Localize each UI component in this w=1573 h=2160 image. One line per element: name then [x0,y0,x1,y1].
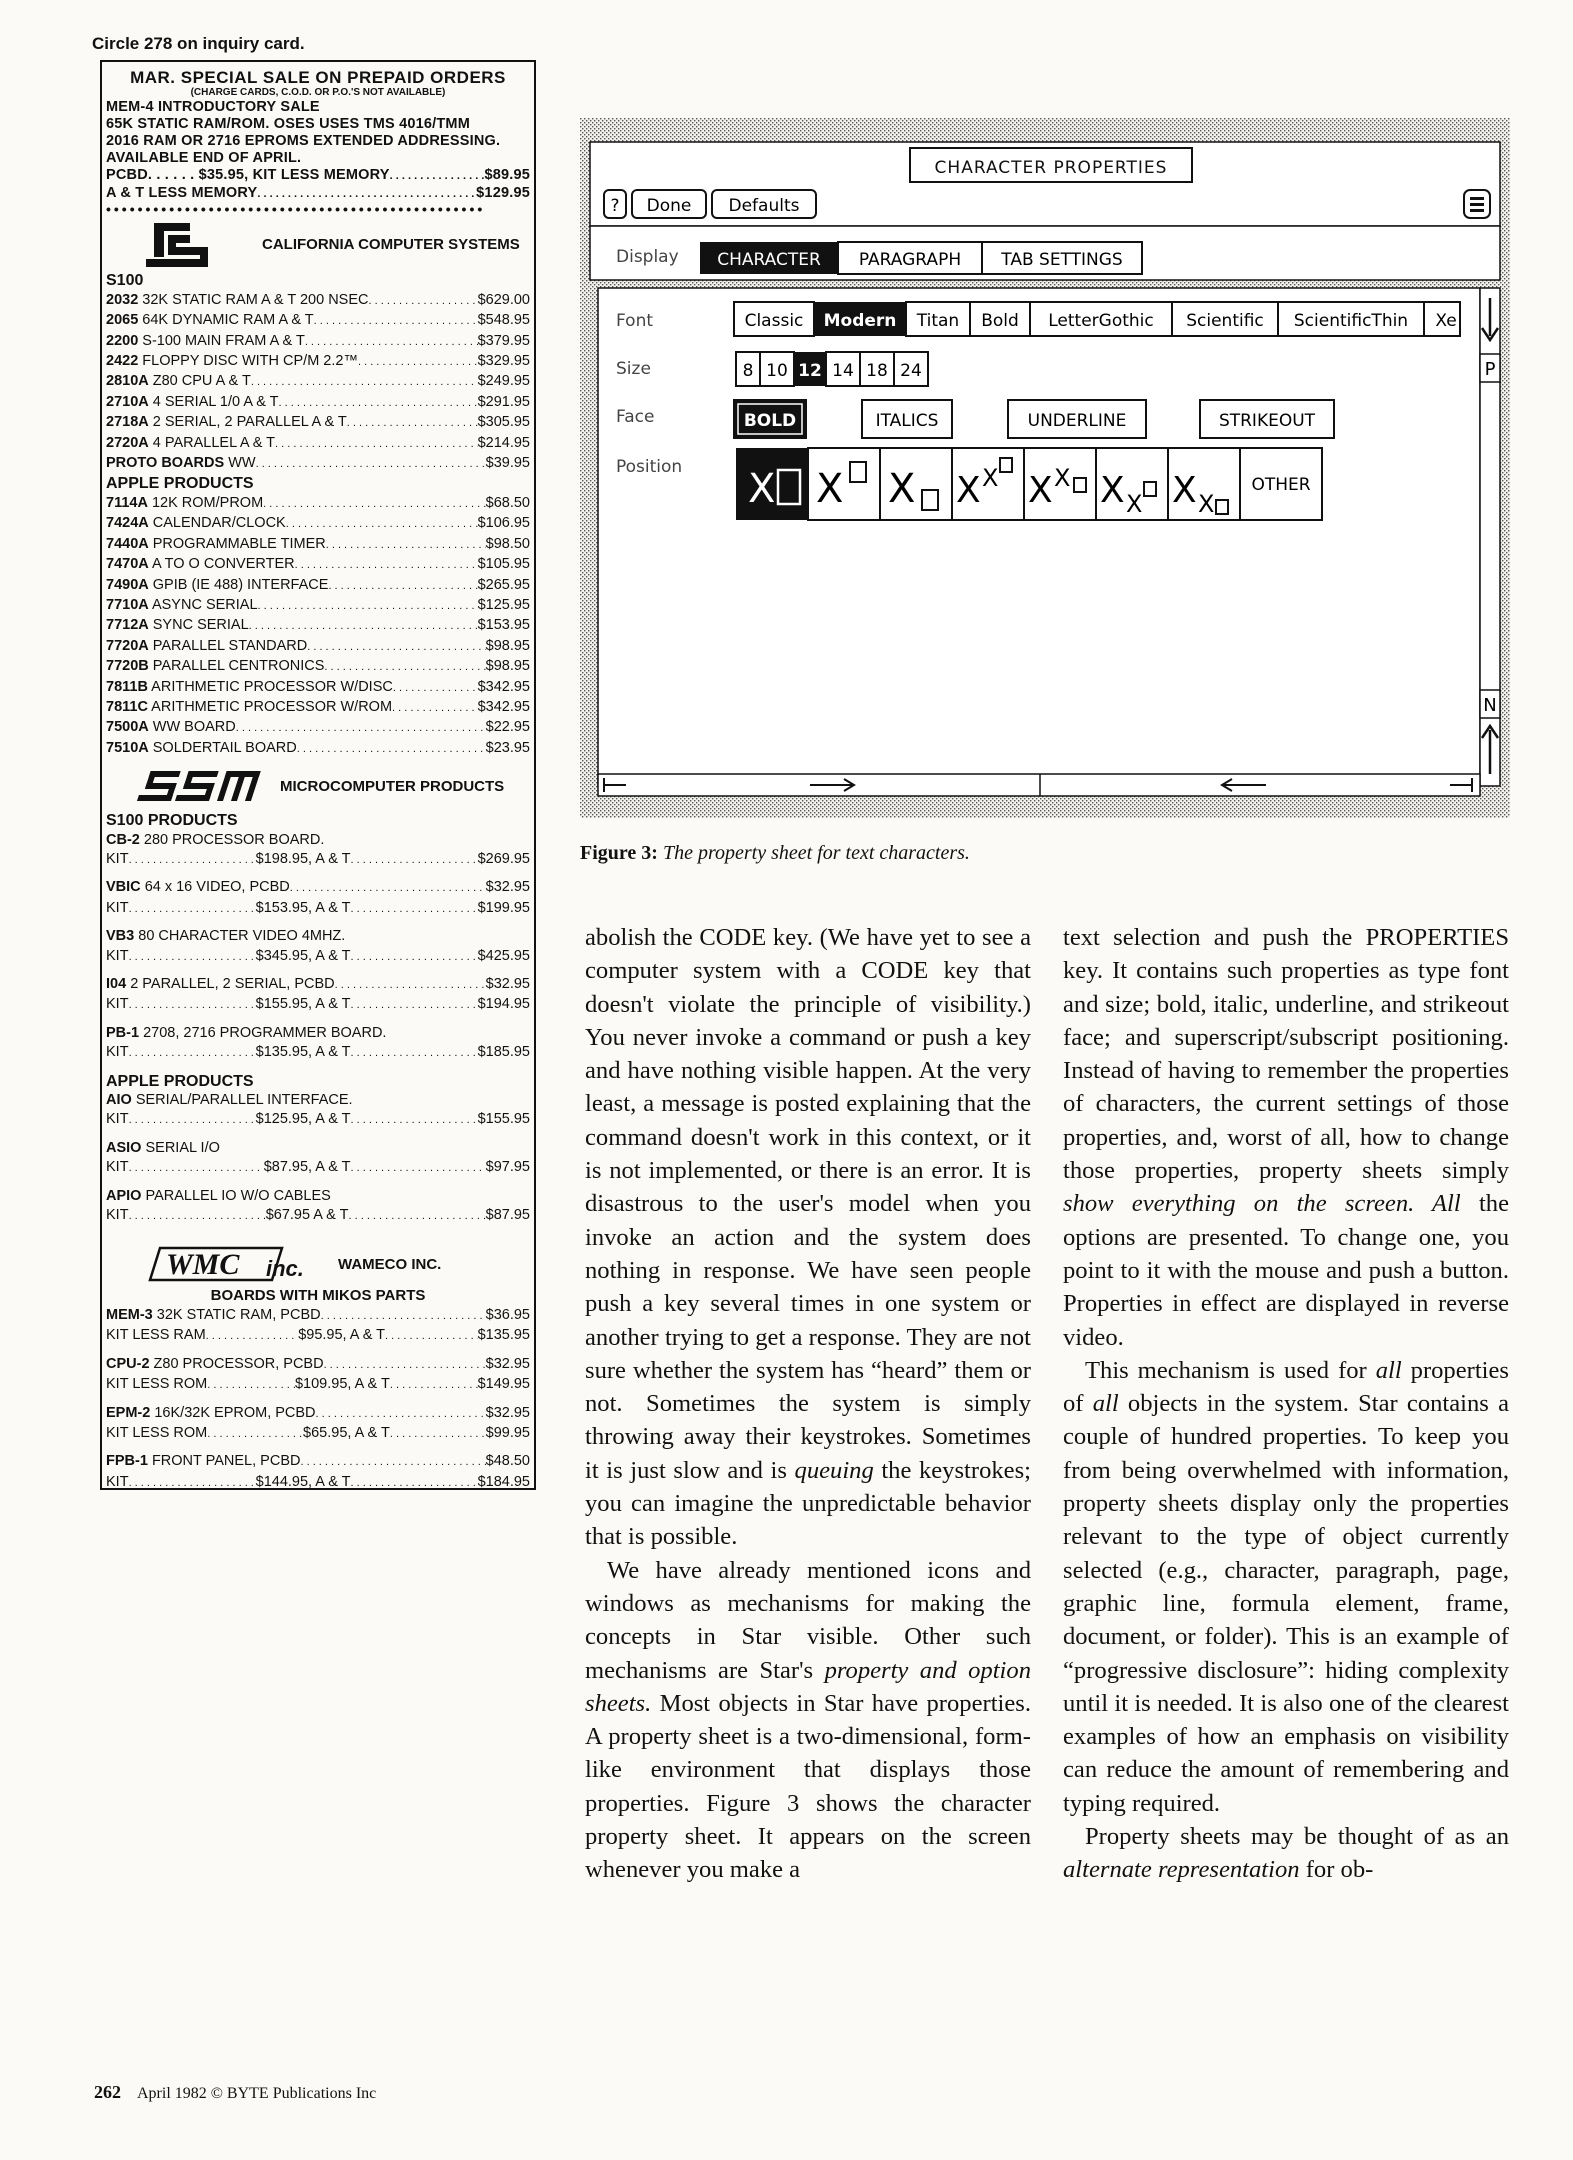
face-label: Face [616,407,655,427]
position-sub-super[interactable] [1096,448,1168,520]
sale-subheading: (CHARGE CARDS, C.O.D. OR P.O.'S NOT AVAILABLE) [190,87,446,99]
svg-text:X: X [1126,490,1143,518]
wmc-list [106,1306,530,1490]
price-row: 2718A 2 SERIAL, 2 PARALLEL A & T . . . $305.95 [106,413,530,433]
price-row: 7440A PROGRAMMABLE TIMER . . . $98.50 [106,535,530,555]
property-sheet-figure [580,118,1510,818]
svg-text:12: 12 [798,361,822,381]
price-row: 2710A 4 SERIAL 1/0 A & T . . . $291.95 [106,393,530,413]
svg-text:Classic: Classic [744,311,804,331]
product-row: VBIC 64 x 16 VIDEO, PCBD . . . $32.95 [106,878,530,898]
kit-price-row: KIT . . . $135.95, A & T . . . $185.95 [106,1043,530,1063]
apple-heading: APPLE PRODUCTS [106,475,254,493]
inquiry-note: Circle 278 on inquiry card. [92,34,305,53]
svg-text:STRIKEOUT: STRIKEOUT [1218,411,1316,431]
price-row: 7470A A TO O CONVERTER . . . $105.95 [106,555,530,575]
sale-line: AVAILABLE END OF APRIL. [106,150,302,167]
done-button[interactable] [632,190,706,218]
position-normal[interactable] [736,448,808,520]
svg-text:X: X [982,464,999,492]
font-label: Font [616,311,654,331]
sale-line: MEM-4 INTRODUCTORY SALE [106,99,320,116]
scroll-page-label[interactable]: P [1484,359,1496,380]
kit-price-row: KIT . . . $198.95, A & T . . . $269.95 [106,850,530,870]
product-row: EPM-2 16K/32K EPROM, PCBD . . . $32.95 [106,1404,530,1424]
ssm-name: MICROCOMPUTER PRODUCTS [280,778,505,796]
font-xe[interactable] [1424,302,1460,336]
s100-heading: S100 [106,272,144,290]
svg-text:ScientificThin: ScientificThin [1293,311,1409,331]
svg-text:X: X [1100,470,1125,511]
svg-text:Xe: Xe [1435,311,1457,331]
font-classic[interactable] [734,302,814,336]
advertisement [100,60,536,1490]
wmc-name: WAMECO INC. [338,1255,442,1273]
svg-text:14: 14 [832,361,854,381]
svg-text:X: X [956,470,981,511]
page-footer [94,2082,376,2103]
price-row: 2422 FLOPPY DISC WITH CP/M 2.2™ . . . $329.95 [106,352,530,372]
svg-text:?: ? [610,196,620,216]
size-24[interactable] [894,352,928,386]
kit-price-row: KIT . . . $125.95, A & T . . . $155.95 [106,1110,530,1130]
font-bold[interactable] [970,302,1030,336]
svg-text:BOLD: BOLD [743,411,797,431]
ccs-brand [106,221,530,267]
kit-price-row: KIT LESS RAM . . . $95.95, A & T . . . $135.95 [106,1326,530,1346]
product-row: CB-2 280 PROCESSOR BOARD. [106,831,325,848]
font-scientificthin[interactable] [1278,302,1424,336]
price-row: 2200 S-100 MAIN FRAM A & T . . . $379.95 [106,332,530,352]
svg-text:X: X [816,466,844,512]
ssm-brand [134,767,530,807]
svg-text:PARAGRAPH: PARAGRAPH [858,250,962,270]
font-scientific[interactable] [1172,302,1278,336]
product-row: ASIO SERIAL I/O [106,1139,220,1156]
product-row: AIO SERIAL/PARALLEL INTERFACE. [106,1092,353,1109]
price-row: PROTO BOARDS WW . . . $39.95 [106,454,530,474]
figure-caption: Figure 3: The property sheet for text characters. [580,842,970,864]
position-other[interactable] [1240,448,1322,520]
product-row: MEM-3 32K STATIC RAM, PCBD . . . $36.95 [106,1306,530,1326]
position-super-sub[interactable] [1024,448,1096,520]
price-row: 7424A CALENDAR/CLOCK . . . $106.95 [106,514,530,534]
svg-text:Titan: Titan [916,311,960,331]
face-bold[interactable] [734,400,806,438]
dotted-divider: •••••••••••••••••••••••••••••••••••••••••••••••• [106,205,486,216]
body-column-2 [1063,921,1509,1887]
svg-text:X: X [1028,470,1053,511]
svg-text:X: X [748,466,776,512]
page-number: 262 [94,2082,121,2102]
product-row: VB3 80 CHARACTER VIDEO 4MHZ. [106,928,346,945]
product-row: CPU-2 Z80 PROCESSOR, PCBD . . . $32.95 [106,1355,530,1375]
vertical-scrollbar[interactable] [1480,288,1500,786]
kit-price-row: KIT . . . $67.95 A & T . . . $87.95 [106,1206,530,1226]
s100-list [106,291,530,475]
kit-price-row: KIT . . . $87.95, A & T . . . $97.95 [106,1158,530,1178]
kit-price-row: KIT LESS ROM . . . $109.95, A & T . . . $149.95 [106,1375,530,1395]
svg-text:TAB SETTINGS: TAB SETTINGS [1001,250,1123,270]
ccs-logo-icon [146,221,246,267]
price-row: 2720A 4 PARALLEL A & T . . . $214.95 [106,434,530,454]
kit-price-row: KIT LESS ROM . . . $65.95, A & T . . . $99.95 [106,1424,530,1444]
product-row: PB-1 2708, 2716 PROGRAMMER BOARD. [106,1024,387,1041]
position-label: Position [616,457,683,477]
footer-text: April 1982 © BYTE Publications Inc [137,2085,377,2102]
face-strikeout[interactable] [1200,400,1334,438]
svg-text:10: 10 [766,361,788,381]
font-titan[interactable] [906,302,970,336]
sale-line: 65K STATIC RAM/ROM. OSES USES TMS 4016/TMM [106,116,470,133]
position-super-super[interactable] [952,448,1024,520]
size-8[interactable] [736,352,760,386]
face-italics[interactable] [862,400,952,438]
font-modern[interactable] [814,302,906,336]
paragraph: Property sheets may be thought of as an alternate representation for ob- [1063,1823,1509,1884]
svg-text:OTHER: OTHER [1251,475,1311,495]
menu-icon[interactable] [1464,190,1490,218]
svg-text:UNDERLINE: UNDERLINE [1027,411,1127,431]
horizontal-scrollbar[interactable] [598,774,1480,796]
paragraph: This mechanism is used for all properties of all objects in the system. Star contains a couple of hundred properties. To keep you from being overwhelmed with information, property sheets display only the properties relevant to the type of object currently selected (e.g., character, paragraph, page, graphic line, formula element, frame, document, or folder). This is an example of “progressive disclosure”: hiding complexity until it is needed. It is also one of the clearest examples of how an emphasis on visibility can reduce the amount of remembering and typing required. [1063,1356,1510,1817]
position-subscript[interactable] [880,448,952,520]
ssm-s100-list [106,831,530,1072]
wmc-subheading: BOARDS WITH MIKOS PARTS [210,1287,426,1305]
kit-price-row: KIT . . . $155.95, A & T . . . $194.95 [106,995,530,1015]
svg-text:X: X [1198,490,1215,518]
svg-text:CHARACTER: CHARACTER [717,250,821,270]
price-row: 7490A GPIB (IE 488) INTERFACE . . . $265.95 [106,576,530,596]
ssm-logo-icon [134,767,264,807]
sale-price-row: A & T LESS MEMORY . . . $129.95 [106,185,530,203]
size-label: Size [616,359,651,379]
product-row: I04 2 PARALLEL, 2 SERIAL, PCBD . . . $32.95 [106,975,530,995]
svg-text:24: 24 [900,361,922,381]
display-label: Display [616,247,679,267]
defaults-button[interactable] [712,190,816,218]
price-row: 7510A SOLDERTAIL BOARD . . . $23.95 [106,739,530,759]
price-row: 7712A SYNC SERIAL . . . $153.95 [106,616,530,636]
sale-line: 2016 RAM OR 2716 EPROMS EXTENDED ADDRESSING. [106,133,501,150]
price-row: 7811C ARITHMETIC PROCESSOR W/ROM . . . $342.95 [106,698,530,718]
svg-text:X: X [1054,464,1071,492]
svg-text:inc.: inc. [266,1256,304,1282]
help-button[interactable] [604,190,626,218]
price-row: 7114A 12K ROM/PROM . . . $68.50 [106,494,530,514]
kit-price-row: KIT . . . $144.95, A & T . . . $184.95 [106,1473,530,1490]
size-12[interactable] [794,352,826,386]
svg-text:X: X [888,466,916,512]
size-14[interactable] [826,352,860,386]
sale-heading: MAR. SPECIAL SALE ON PREPAID ORDERS [130,68,506,87]
size-18[interactable] [860,352,894,386]
svg-text:X: X [1172,470,1197,511]
wmc-brand [146,1244,530,1284]
svg-text:Scientific: Scientific [1186,311,1264,331]
svg-text:WMC: WMC [166,1248,240,1282]
ccs-name: CALIFORNIA COMPUTER SYSTEMS [262,235,520,253]
font-lettergothic[interactable] [1030,302,1172,336]
paragraph: We have already mentioned icons and windows as mechanisms for making the concepts in Star visible. Other such mechanisms are Star's property and option sheets. Most objects in Star have properties. A property sheet is a two-dimensional, form-like environment that displays those properties. Figure 3 shows the character property sheet. It appears on the screen whenever you make a [585,1556,1031,1884]
kit-price-row: KIT . . . $345.95, A & T . . . $425.95 [106,947,530,967]
svg-text:Defaults: Defaults [728,196,800,216]
product-row: APIO PARALLEL IO W/O CABLES [106,1187,331,1204]
body-column-1 [585,921,1031,1887]
paragraph: abolish the CODE key. (We have yet to see a computer system with a CODE key that doesn't violate the principle of visibility.) You never invoke a command or push a key and have nothing visible happen. At the very least, a message is posted explaining that the command doesn't work in this context, or it is not implemented, or there is an error. It is disastrous to the user's model when you invoke an action and the system does nothing in response. We have seen people push a key several times in one system or another trying to get a response. They are not sure whether the system has “heard” them or not. Sometimes the system is simply throwing away their keystrokes. Sometimes it is just slow and is queuing the keystrokes; you can imagine the unpredictable behavior that is possible. [585,924,1031,1551]
svg-text:Done: Done [646,196,692,216]
ssm-s100-heading: S100 PRODUCTS [106,812,238,830]
ssm-apple-list [106,1091,530,1234]
svg-text:LetterGothic: LetterGothic [1048,311,1154,331]
tab-character[interactable] [700,242,838,274]
price-row: 2032 32K STATIC RAM A & T 200 NSEC . . . $629.00 [106,291,530,311]
price-row: 2810A Z80 CPU A & T . . . $249.95 [106,372,530,392]
svg-text:8: 8 [742,361,754,381]
size-10[interactable] [760,352,794,386]
svg-text:Modern: Modern [823,311,897,331]
sheet-title: CHARACTER PROPERTIES [934,158,1168,178]
paragraph: text selection and push the PROPERTIES key. It contains such properties as type font and size; bold, italic, underline, and strikeout face; and superscript/subscript positioning. Instead of having to remember the properties of characters, the current settings of those properties, and, worst of all, how to change those properties, property sheets simply show everything on the screen. All the options are presented. To change one, you point to it with the mouse and push a button. Properties in effect are displayed in reverse video. [1063,924,1509,1351]
position-superscript[interactable] [808,448,880,520]
product-row: FPB-1 FRONT PANEL, PCBD . . . $48.50 [106,1452,530,1472]
wmc-logo-icon [146,1244,316,1284]
tab-tab-settings[interactable] [982,242,1142,274]
svg-text:Bold: Bold [981,311,1019,331]
scroll-next-label[interactable]: N [1483,695,1497,716]
price-row: 7720B PARALLEL CENTRONICS . . . $98.95 [106,657,530,677]
sale-price-row: PCBD. . . . . . $35.95, KIT LESS MEMORY . . . $89.95 [106,167,530,185]
price-row: 7500A WW BOARD . . . $22.95 [106,718,530,738]
svg-text:18: 18 [866,361,888,381]
face-underline[interactable] [1008,400,1146,438]
price-row: 7710A ASYNC SERIAL . . . $125.95 [106,596,530,616]
apple-list [106,494,530,759]
position-sub-sub[interactable] [1168,448,1240,520]
kit-price-row: KIT . . . $153.95, A & T . . . $199.95 [106,899,530,919]
price-row: 7720A PARALLEL STANDARD . . . $98.95 [106,637,530,657]
ssm-apple-heading: APPLE PRODUCTS [106,1072,254,1090]
price-row: 2065 64K DYNAMIC RAM A & T . . . $548.95 [106,311,530,331]
price-row: 7811B ARITHMETIC PROCESSOR W/DISC . . . $342.95 [106,678,530,698]
tab-paragraph[interactable] [838,242,982,274]
svg-text:ITALICS: ITALICS [875,411,939,431]
